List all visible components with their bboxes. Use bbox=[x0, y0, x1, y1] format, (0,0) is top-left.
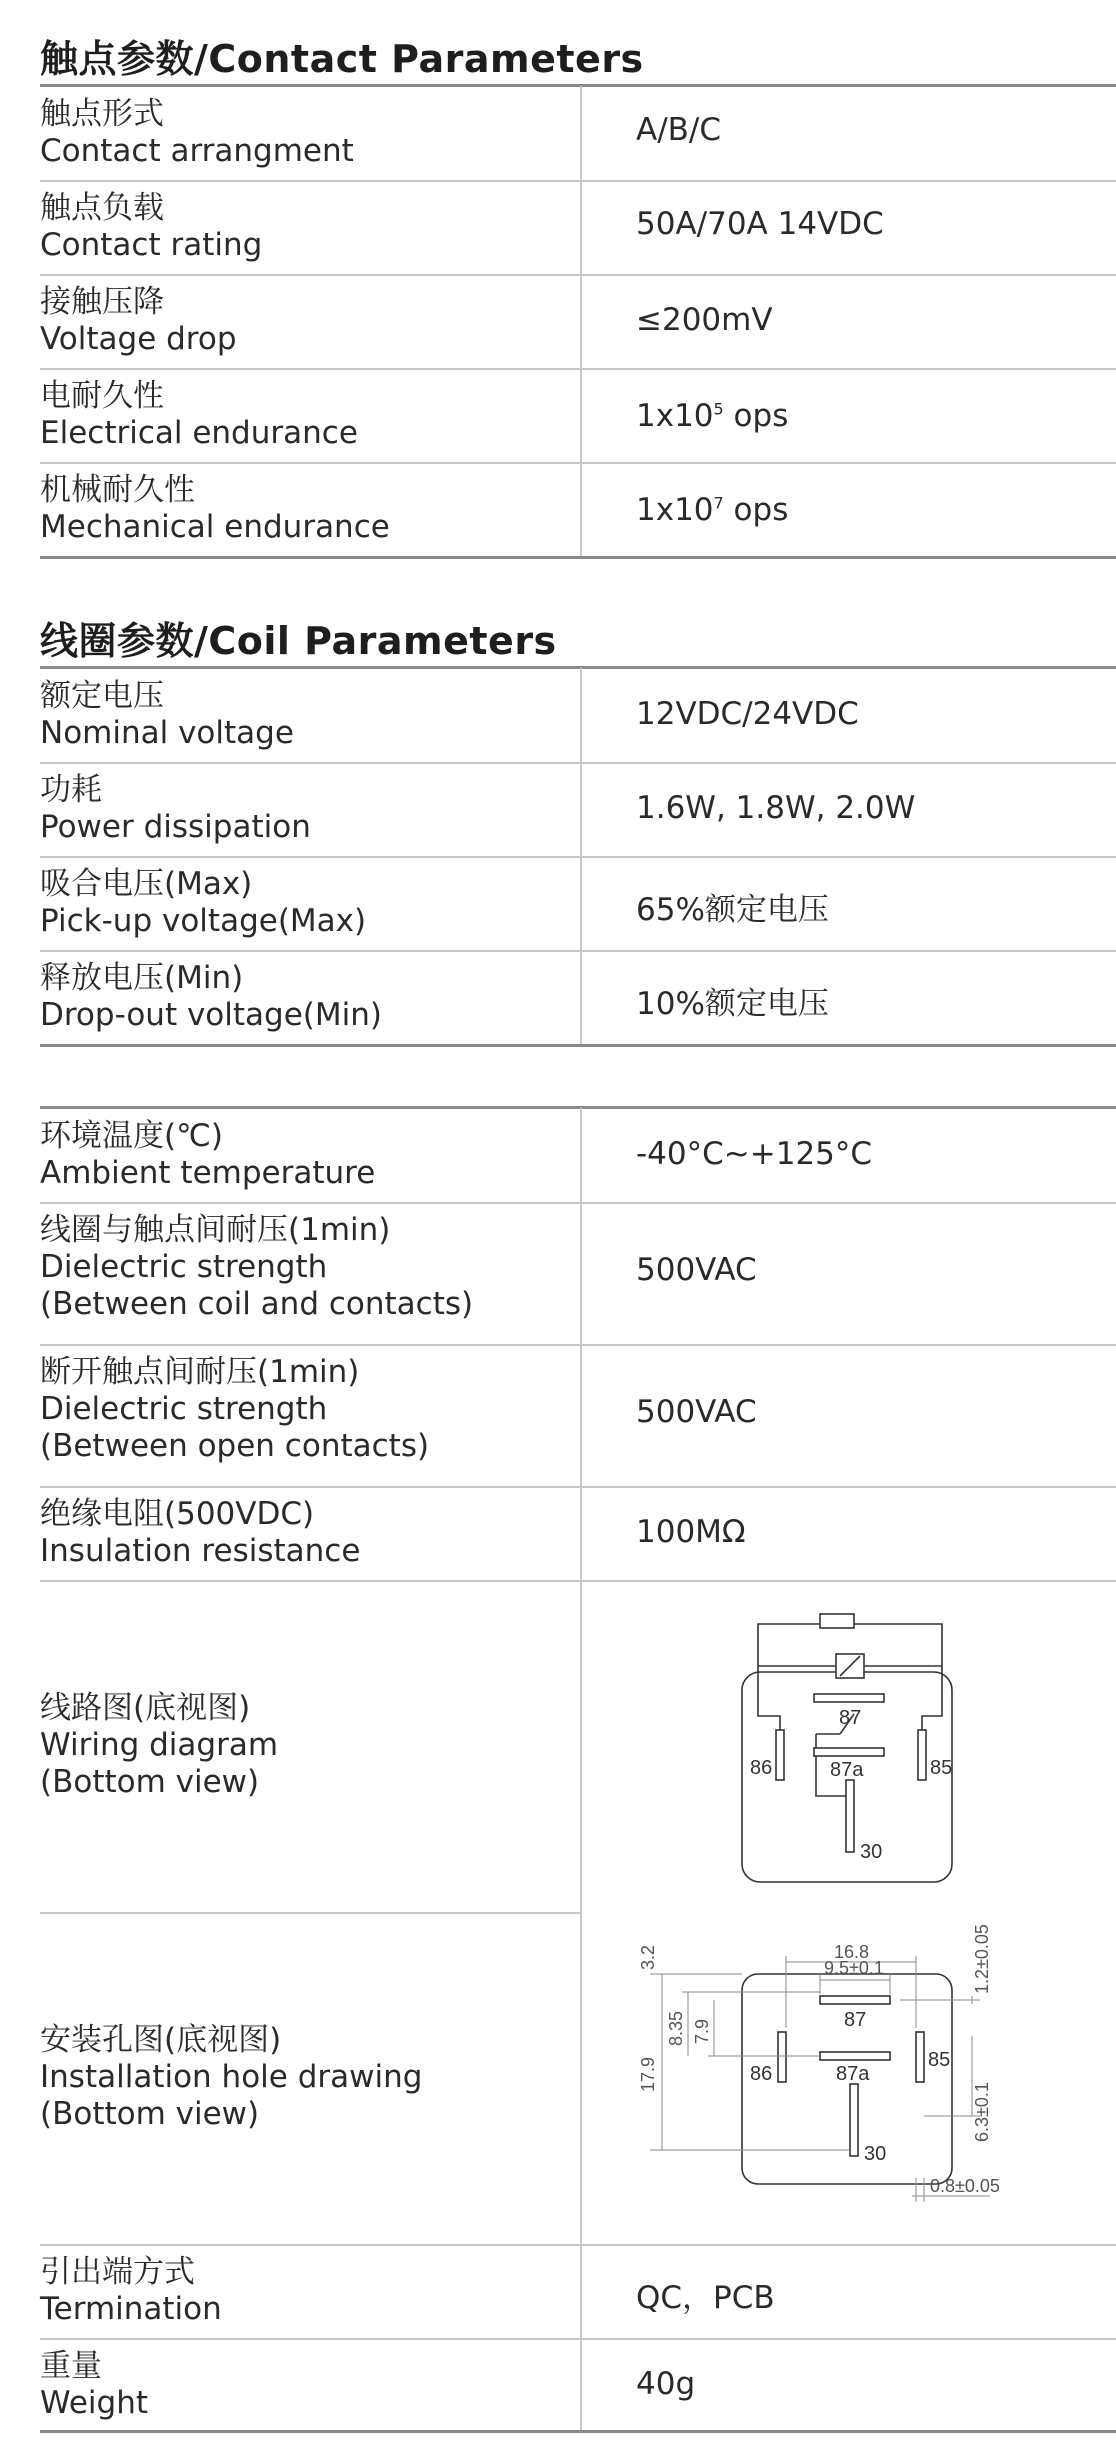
datasheet-page bbox=[40, 0, 1116, 2461]
termination-value: QC，PCB bbox=[636, 2280, 775, 2316]
row-divider bbox=[40, 1580, 1116, 1582]
installation-hole-drawing bbox=[610, 1916, 1070, 2236]
divider bbox=[40, 84, 1116, 87]
dropout-voltage-label: 释放电压(Min) Drop-out voltage(Min) bbox=[40, 960, 382, 1033]
pin-87a-label: 87a bbox=[830, 1759, 864, 1781]
dielectric-coil-contacts-label: 线圈与触点间耐压(1min) Dielectric strength (Between coil and contacts) bbox=[40, 1212, 474, 1322]
row-divider bbox=[40, 1912, 580, 1914]
dim-3-2: 3.2 bbox=[638, 1944, 658, 1970]
wiring-diagram-label: 线路图(底视图) Wiring diagram (Bottom view) bbox=[40, 1690, 279, 1800]
mechanical-endurance-label: 机械耐久性 Mechanical endurance bbox=[40, 472, 390, 545]
electrical-endurance-label: 电耐久性 Electrical endurance bbox=[40, 378, 358, 451]
dim-0-8: 0.8±0.05 bbox=[930, 2176, 1000, 2196]
row-divider bbox=[40, 180, 1116, 182]
electrical-endurance-value: $1x10^5$ ops bbox=[636, 398, 789, 434]
ambient-temperature-value: -40°C~+125°C bbox=[636, 1136, 873, 1172]
divider bbox=[40, 666, 1116, 669]
dim-1-2: 1.2±0.05 bbox=[972, 1924, 992, 1994]
hole-30-label: 30 bbox=[864, 2143, 887, 2165]
dim-6-3: 6.3±0.1 bbox=[972, 2082, 992, 2142]
pin-85-label: 85 bbox=[930, 1757, 953, 1779]
divider bbox=[40, 1106, 1116, 1109]
dropout-voltage-value: 10%额定电压 bbox=[636, 986, 829, 1022]
row-divider bbox=[40, 1202, 1116, 1204]
dim-17-9: 17.9 bbox=[638, 2056, 658, 2092]
contact-rating-label: 触点负载 Contact rating bbox=[40, 190, 263, 263]
dim-16-8: 16.8 bbox=[834, 1942, 870, 1962]
weight-value: 40g bbox=[636, 2366, 696, 2402]
weight-label: 重量 Weight bbox=[40, 2348, 149, 2421]
hole-87-label: 87 bbox=[844, 2009, 867, 2031]
row-divider bbox=[40, 950, 1116, 952]
row-divider bbox=[40, 1344, 1116, 1346]
termination-label: 引出端方式 Termination bbox=[40, 2254, 222, 2327]
ambient-temperature-label: 环境温度(℃) Ambient temperature bbox=[40, 1118, 376, 1191]
divider bbox=[40, 1044, 1116, 1047]
wiring-diagram bbox=[690, 1596, 1020, 1896]
hole-85-label: 85 bbox=[928, 2049, 951, 2071]
hole-87a-label: 87a bbox=[836, 2063, 870, 2085]
dim-7-9: 7.9 bbox=[692, 2018, 712, 2044]
dim-9-5: 9.5±0.1 bbox=[824, 1958, 884, 1978]
row-divider bbox=[40, 462, 1116, 464]
row-divider bbox=[40, 2244, 1116, 2246]
installation-drawing-label: 安装孔图(底视图) Installation hole drawing (Bottom view) bbox=[40, 2022, 423, 2132]
divider bbox=[40, 556, 1116, 559]
pickup-voltage-value: 65%额定电压 bbox=[636, 892, 829, 928]
contact-section-title: 触点参数/Contact Parameters bbox=[40, 37, 644, 81]
contact-arrangement-label: 触点形式 Contact arrangment bbox=[40, 96, 354, 169]
row-divider bbox=[40, 1486, 1116, 1488]
pin-87-label: 87 bbox=[839, 1707, 862, 1729]
column-divider bbox=[580, 1108, 582, 2430]
power-dissipation-value: 1.6W, 1.8W, 2.0W bbox=[636, 790, 916, 826]
pin-30-label: 30 bbox=[860, 1841, 883, 1863]
pin-86-label: 86 bbox=[750, 1757, 773, 1779]
nominal-voltage-value: 12VDC/24VDC bbox=[636, 696, 859, 732]
power-dissipation-label: 功耗 Power dissipation bbox=[40, 772, 311, 845]
row-divider bbox=[40, 856, 1116, 858]
row-divider bbox=[40, 368, 1116, 370]
row-divider bbox=[40, 762, 1116, 764]
insulation-resistance-value: 100MΩ bbox=[636, 1514, 746, 1550]
coil-section-title: 线圈参数/Coil Parameters bbox=[40, 619, 557, 663]
nominal-voltage-label: 额定电压 Nominal voltage bbox=[40, 678, 294, 751]
dielectric-open-contacts-value: 500VAC bbox=[636, 1394, 757, 1430]
column-divider bbox=[580, 86, 582, 558]
voltage-drop-label: 接触压降 Voltage drop bbox=[40, 284, 237, 357]
row-divider bbox=[40, 2338, 1116, 2340]
voltage-drop-value: ≤200mV bbox=[636, 302, 773, 338]
dim-8-35: 8.35 bbox=[666, 2010, 686, 2046]
hole-86-label: 86 bbox=[750, 2063, 773, 2085]
contact-rating-value: 50A/70A 14VDC bbox=[636, 206, 884, 242]
contact-arrangement-value: A/B/C bbox=[636, 112, 722, 148]
mechanical-endurance-value: $1x10^7$ ops bbox=[636, 492, 789, 528]
pickup-voltage-label: 吸合电压(Max) Pick-up voltage(Max) bbox=[40, 866, 367, 939]
insulation-resistance-label: 绝缘电阻(500VDC) Insulation resistance bbox=[40, 1496, 361, 1569]
divider bbox=[40, 2430, 1116, 2433]
dielectric-open-contacts-label: 断开触点间耐压(1min) Dielectric strength (Between open contacts) bbox=[40, 1354, 430, 1464]
row-divider bbox=[40, 274, 1116, 276]
dielectric-coil-contacts-value: 500VAC bbox=[636, 1252, 757, 1288]
